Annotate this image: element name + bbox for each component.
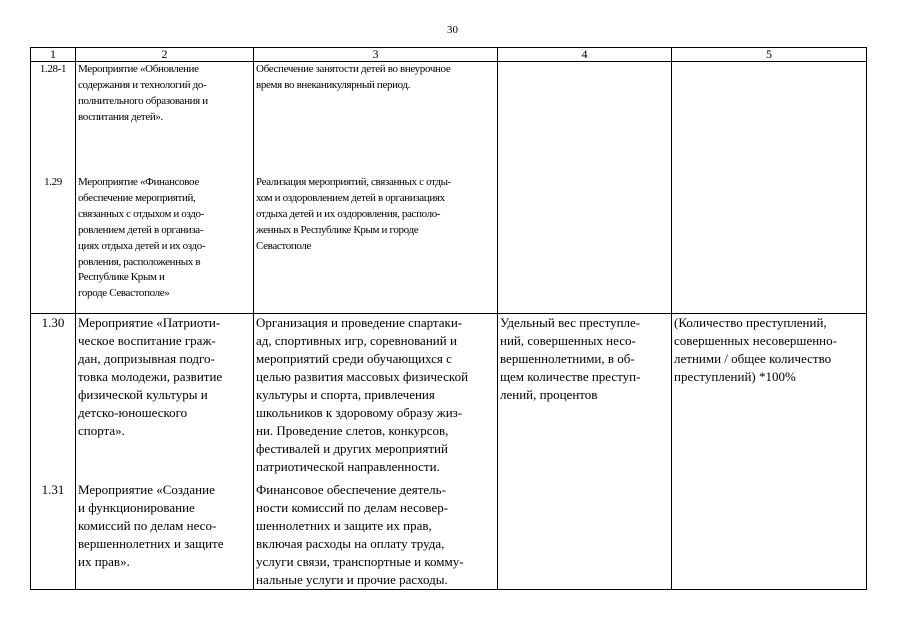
header-col-3: 3 [254,48,498,62]
header-col-2: 2 [76,48,254,62]
header-row [31,48,867,62]
event-name: Мероприятие «Создание и функционирование комиссий по делам несо- вершеннолетних и защите их прав». [78,482,224,569]
header-col-5: 5 [672,48,867,62]
event-description: Финансовое обеспечение деятель- ности комиссий по делам несовер- шеннолетних и защите их прав, включая расходы на оплату труда, услуги связи, транспортные и комму- нальные услуги и прочие расходы. [256,482,464,587]
table-row [31,62,867,314]
row-number-cell [31,314,76,590]
row-number-cell [31,62,76,314]
event-description: Реализация мероприятий, связанных с отды- хом и оздоровлением детей в организациях отдыха детей и их оздоровления, располо- женных в Республике Крым и городе Севастополе [256,176,451,252]
row-number: 1.29 [44,176,62,188]
event-name-cell [76,314,254,590]
formula-text: (Количество преступлений, совершенных несовершенно- летними / общее количество преступлений) *100% [674,315,837,384]
indicator-cell [498,314,672,590]
event-description: Организация и проведение спартаки- ад, спортивных игр, соревнований и мероприятий среди обучающихся с целью развития массовых физической культуры и спорта, привлечения школьников к здоровому образу жиз- ни. Проведение слетов, конкурсов, фестивалей и других мероприятий патриотической направленности. [256,315,469,474]
event-description-cell [254,62,498,314]
row-number: 1.31 [41,482,65,497]
row-number: 1.30 [41,315,65,330]
indicator-text: Удельный вес преступле- ний, совершенных несо- вершеннолетними, в об- щем количестве преступ- лений, процентов [500,315,641,402]
event-description: Обеспечение занятости детей во внеурочное время во внеканикулярный период. [256,63,451,91]
event-name-cell [76,62,254,314]
header-col-4: 4 [498,48,672,62]
event-name: Мероприятие «Патриоти- ческое воспитание граж- дан, допризывная подго- товка молодежи, развитие физической культуры и детско-юношеского спорта». [78,315,223,438]
program-table [30,47,867,590]
event-name: Мероприятие «Обновление содержания и технологий до- полнительного образования и воспитания детей». [78,63,208,123]
formula-cell [672,62,867,314]
indicator-cell [498,62,672,314]
event-name: Мероприятие «Финансовое обеспечение мероприятий, связанных с отдыхом и оздо- ровлением детей в организа- циях отдыха детей и их оздо- ровления, расположенных в Республике Крым и городе Севастополе» [78,176,206,300]
row-number: 1.28-1 [39,63,67,75]
page-number: 30 [447,24,458,36]
formula-cell [672,314,867,590]
header-col-1: 1 [31,48,76,62]
table-row [31,314,867,590]
event-description-cell [254,314,498,590]
